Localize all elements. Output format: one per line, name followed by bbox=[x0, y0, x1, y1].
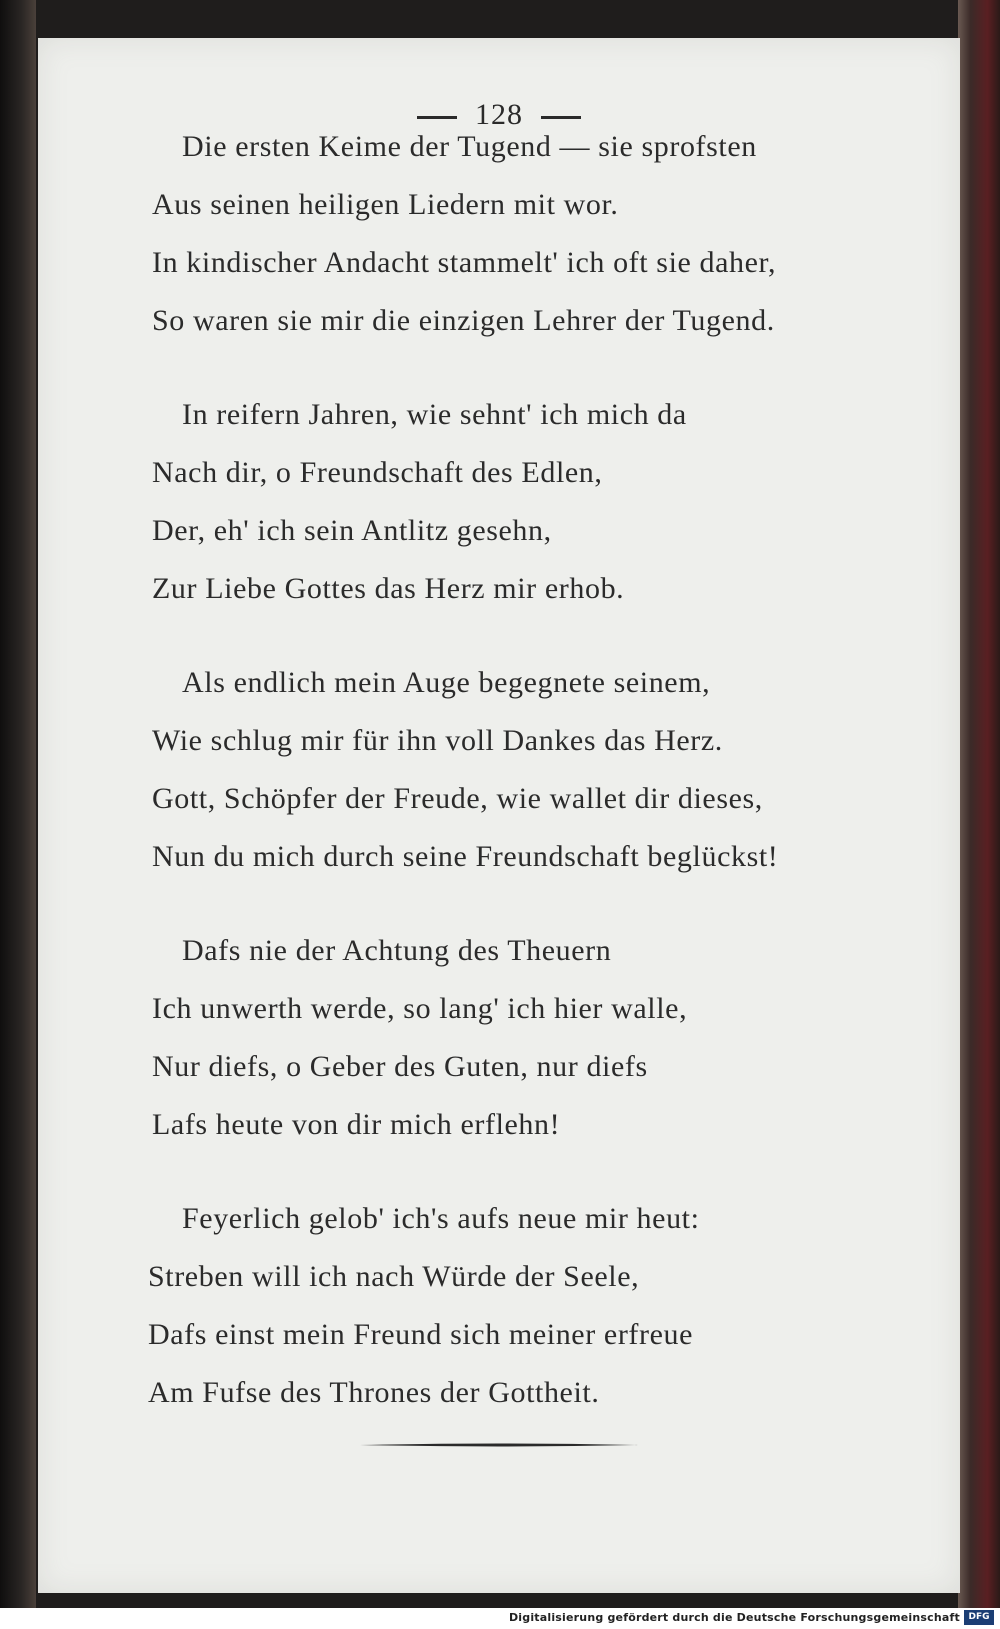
verse-line: Nach dir, o Freundschaft des Edlen, bbox=[152, 456, 603, 489]
header-dash-left bbox=[417, 116, 457, 119]
verse-line: Gott, Schöpfer der Freude, wie wallet dir dieses, bbox=[152, 782, 763, 815]
verse-line: Feyerlich gelob' ich's aufs neue mir heut: bbox=[182, 1202, 700, 1235]
page-header bbox=[38, 98, 960, 132]
verse-line: Nun du mich durch seine Freundschaft beglückst! bbox=[152, 840, 779, 873]
verse-line: In kindischer Andacht stammelt' ich oft sie daher, bbox=[152, 246, 777, 279]
verse-line: Dafs einst mein Freund sich meiner erfreue bbox=[148, 1318, 694, 1351]
verse-line: Zur Liebe Gottes das Herz mir erhob. bbox=[152, 572, 625, 605]
verse-line: Ich unwerth werde, so lang' ich hier walle, bbox=[152, 992, 688, 1025]
verse-line: So waren sie mir die einzigen Lehrer der Tugend. bbox=[152, 304, 775, 337]
verse-line: Streben will ich nach Würde der Seele, bbox=[148, 1260, 640, 1293]
verse-line: Aus seinen heiligen Liedern mit wor. bbox=[152, 188, 619, 221]
book-page bbox=[38, 38, 960, 1593]
verse-line: Am Fufse des Thrones der Gottheit. bbox=[148, 1376, 600, 1409]
footer-bar bbox=[0, 1608, 1000, 1629]
verse-line: Nur diefs, o Geber des Guten, nur diefs bbox=[152, 1050, 648, 1083]
book-edge-left bbox=[0, 0, 36, 1608]
verse-line: Dafs nie der Achtung des Theuern bbox=[182, 934, 612, 967]
book-edge-right bbox=[958, 0, 1000, 1608]
closing-ornament-rule bbox=[360, 1443, 638, 1447]
verse-line: Der, eh' ich sein Antlitz gesehn, bbox=[152, 514, 552, 547]
page-number: 128 bbox=[475, 98, 523, 131]
funding-credit: Digitalisierung gefördert durch die Deutsche Forschungsgemeinschaft bbox=[508, 1611, 960, 1624]
verse-line: Als endlich mein Auge begegnete seinem, bbox=[182, 666, 711, 699]
verse-line: Die ersten Keime der Tugend — sie sprofsten bbox=[182, 130, 757, 163]
verse-line: Wie schlug mir für ihn voll Dankes das Herz. bbox=[152, 724, 723, 757]
verse-line: Lafs heute von dir mich erflehn! bbox=[152, 1108, 561, 1141]
dfg-logo: DFG bbox=[964, 1610, 994, 1625]
header-dash-right bbox=[541, 116, 581, 119]
verse-line: In reifern Jahren, wie sehnt' ich mich da bbox=[182, 398, 687, 431]
